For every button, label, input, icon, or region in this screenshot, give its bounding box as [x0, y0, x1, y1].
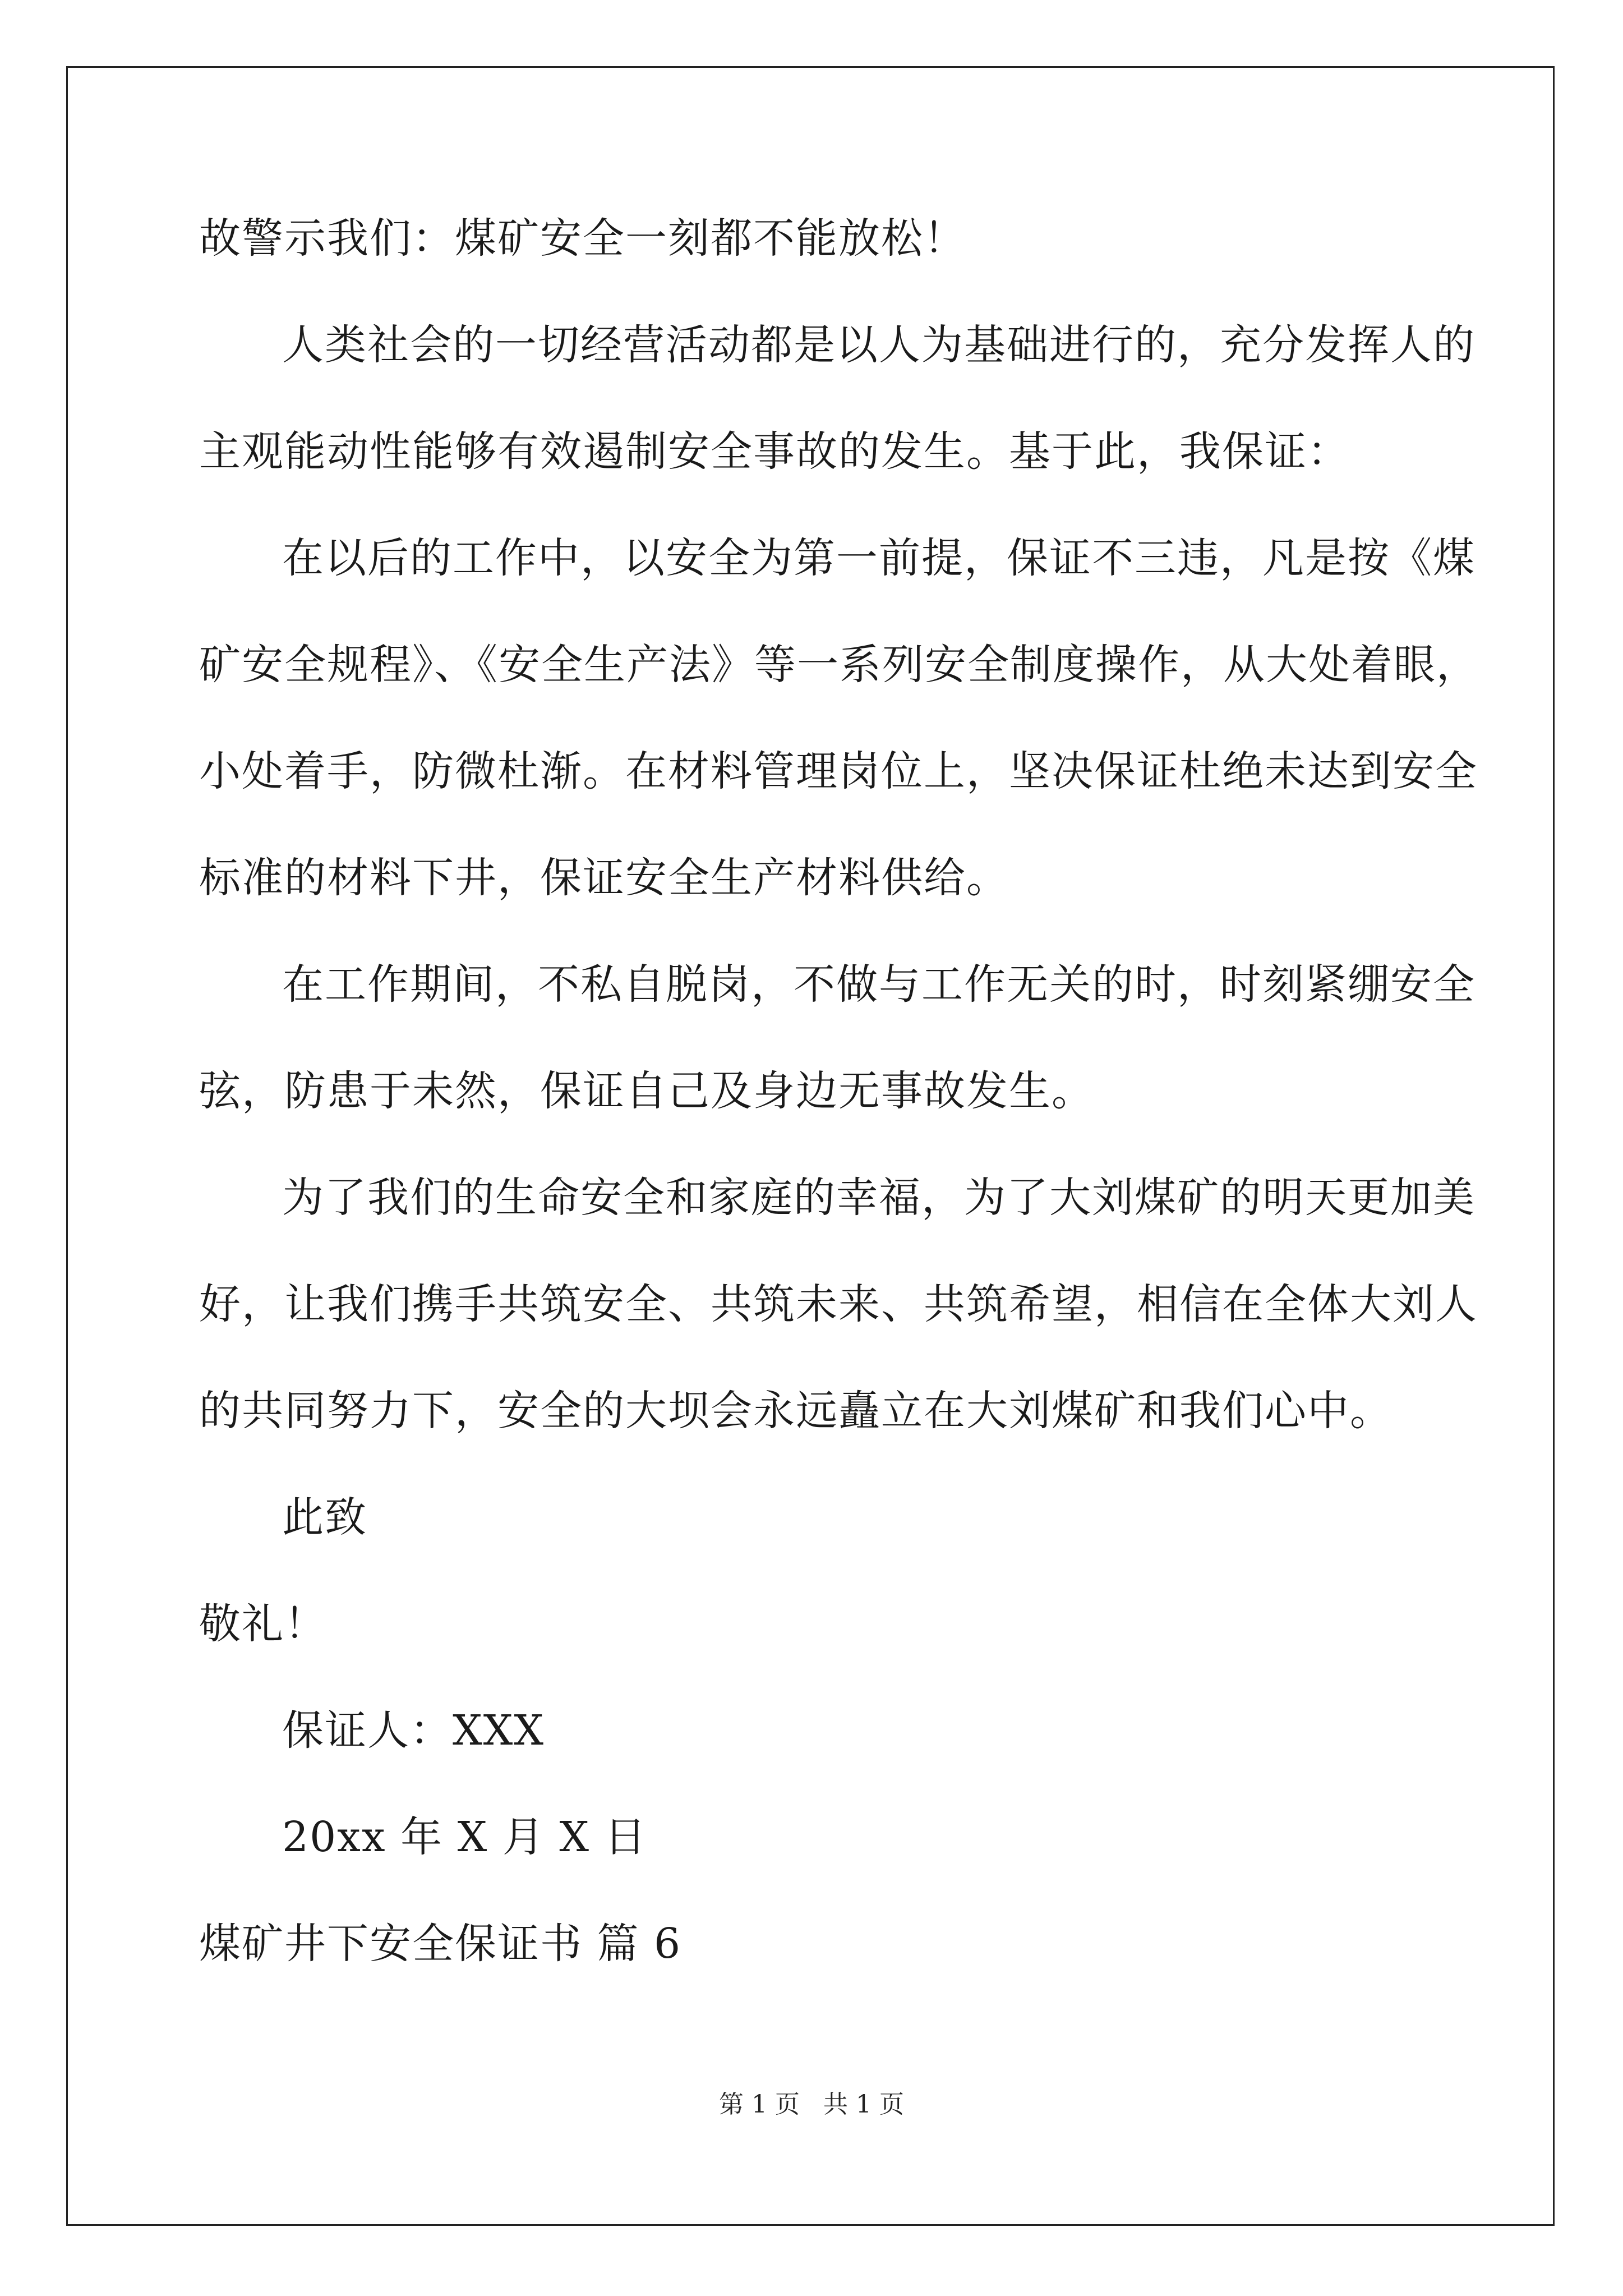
closing-salutation: 此致 [282, 1493, 367, 1542]
page-footer [0, 2084, 1623, 2120]
body-line: 标准的材料下井，保证安全生产材料供给。 [199, 854, 1009, 902]
body-line: 的共同努力下，安全的大坝会永远矗立在大刘煤矿和我们心中。 [199, 1387, 1393, 1435]
body-line: 主观能动性能够有效遏制安全事故的发生。基于此，我保证： [199, 427, 1350, 476]
body-line: 为了我们的生命安全和家庭的幸福，为了大刘煤矿的明天更加美 [282, 1174, 1476, 1222]
page-total: 共 1 页 [823, 2090, 904, 2119]
body-line: 弦，防患于未然，保证自己及身边无事故发生。 [199, 1067, 1094, 1115]
signer-line: 保证人：XXX [282, 1706, 545, 1755]
body-line: 故警示我们：煤矿安全一刻都不能放松！ [199, 214, 966, 263]
closing-regards: 敬礼！ [199, 1600, 327, 1648]
section-heading: 煤矿井下安全保证书 篇 6 [199, 1920, 682, 1968]
body-line: 好，让我们携手共筑安全、共筑未来、共筑希望，相信在全体大刘人 [199, 1280, 1478, 1328]
body-line: 小处着手，防微杜渐。在材料管理岗位上，坚决保证杜绝未达到安全 [199, 747, 1478, 795]
body-line: 人类社会的一切经营活动都是以人为基础进行的，充分发挥人的 [282, 321, 1476, 369]
date-line: 20xx 年 X 月 X 日 [282, 1813, 647, 1861]
page-number: 第 1 页 [719, 2090, 800, 2119]
body-line: 矿安全规程》、《安全生产法》等一系列安全制度操作，从大处着眼， [199, 641, 1479, 689]
page-border [66, 66, 1555, 2226]
body-line: 在工作期间，不私自脱岗，不做与工作无关的时，时刻紧绷安全 [282, 960, 1476, 1009]
body-line: 在以后的工作中，以安全为第一前提，保证不三违，凡是按《煤 [282, 534, 1476, 582]
